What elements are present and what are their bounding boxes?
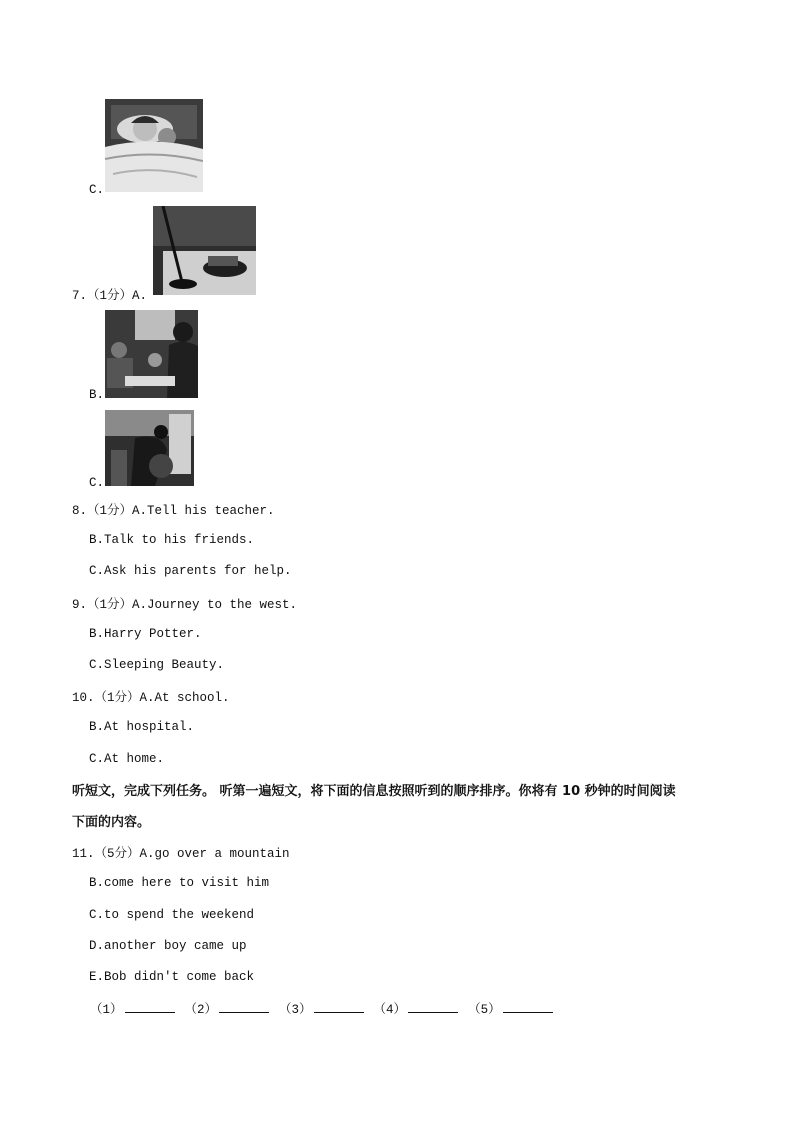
- q11-question: [72, 843, 290, 861]
- q10-option-c: C.At home.: [89, 752, 165, 766]
- q8-option-b: B.Talk to his friends.: [89, 533, 255, 547]
- q11-option-b: B.come here to visit him: [89, 876, 270, 890]
- image-boy-sick-in-bed: [105, 99, 203, 192]
- q11-number: 11.（5分）: [72, 847, 140, 861]
- q10-option-b: B.At hospital.: [89, 720, 195, 734]
- image-mop-on-floor: [153, 206, 256, 295]
- q9-question: [72, 594, 297, 612]
- q11-option-a: A.go over a mountain: [139, 847, 290, 861]
- section-instruction-line1: 听短文，完成下列任务。 听第一遍短文，将下面的信息按照听到的顺序排序。你将有 10 秒钟的时间阅读: [72, 784, 676, 799]
- q9-option-b: B.Harry Potter.: [89, 627, 202, 641]
- answer-blank-4[interactable]: [408, 1000, 458, 1013]
- blank-label-4: （4）: [373, 1003, 407, 1017]
- q11-option-e: E.Bob didn't come back: [89, 970, 255, 984]
- q7-number-option-a: 7.（1分）A.: [72, 289, 148, 303]
- q9-option-c: C.Sleeping Beauty.: [89, 658, 225, 672]
- blank-label-1: （1）: [90, 1003, 123, 1017]
- q11-option-c: C.to spend the weekend: [89, 908, 255, 922]
- q8-number: 8.（1分）: [72, 504, 133, 518]
- q11-option-d: D.another boy came up: [89, 939, 247, 953]
- q6-option-c-label: C.: [89, 183, 105, 197]
- boy-in-bed-illustration: [105, 99, 203, 192]
- q10-number: 10.（1分）: [72, 691, 140, 705]
- q9-number: 9.（1分）: [72, 598, 133, 612]
- room-photo: [105, 410, 194, 486]
- q10-option-a: A.At school.: [139, 691, 230, 705]
- answer-blank-3[interactable]: [314, 1000, 364, 1013]
- image-family-cooking: [105, 310, 198, 398]
- q8-question: [72, 500, 275, 518]
- q8-option-c: C.Ask his parents for help.: [89, 564, 292, 578]
- answer-blank-1[interactable]: [125, 1000, 175, 1013]
- mop-floor-photo: [153, 206, 256, 295]
- answer-blank-5[interactable]: [503, 1000, 553, 1013]
- image-person-in-room: [105, 410, 194, 486]
- blank-label-2: （2）: [184, 1003, 218, 1017]
- q8-option-a: A.Tell his teacher.: [132, 504, 275, 518]
- answer-blank-2[interactable]: [219, 1000, 269, 1013]
- q9-option-a: A.Journey to the west.: [132, 598, 298, 612]
- section-instruction-line2: 下面的内容。: [72, 815, 151, 830]
- q11-answer-blanks: [90, 999, 563, 1017]
- family-kitchen-photo: [105, 310, 198, 398]
- q7-option-c-label: C.: [89, 476, 105, 490]
- q7-option-b-label: B.: [89, 388, 105, 402]
- blank-label-3: （3）: [279, 1003, 312, 1017]
- blank-label-5: （5）: [468, 1003, 501, 1017]
- q10-question: [72, 687, 230, 705]
